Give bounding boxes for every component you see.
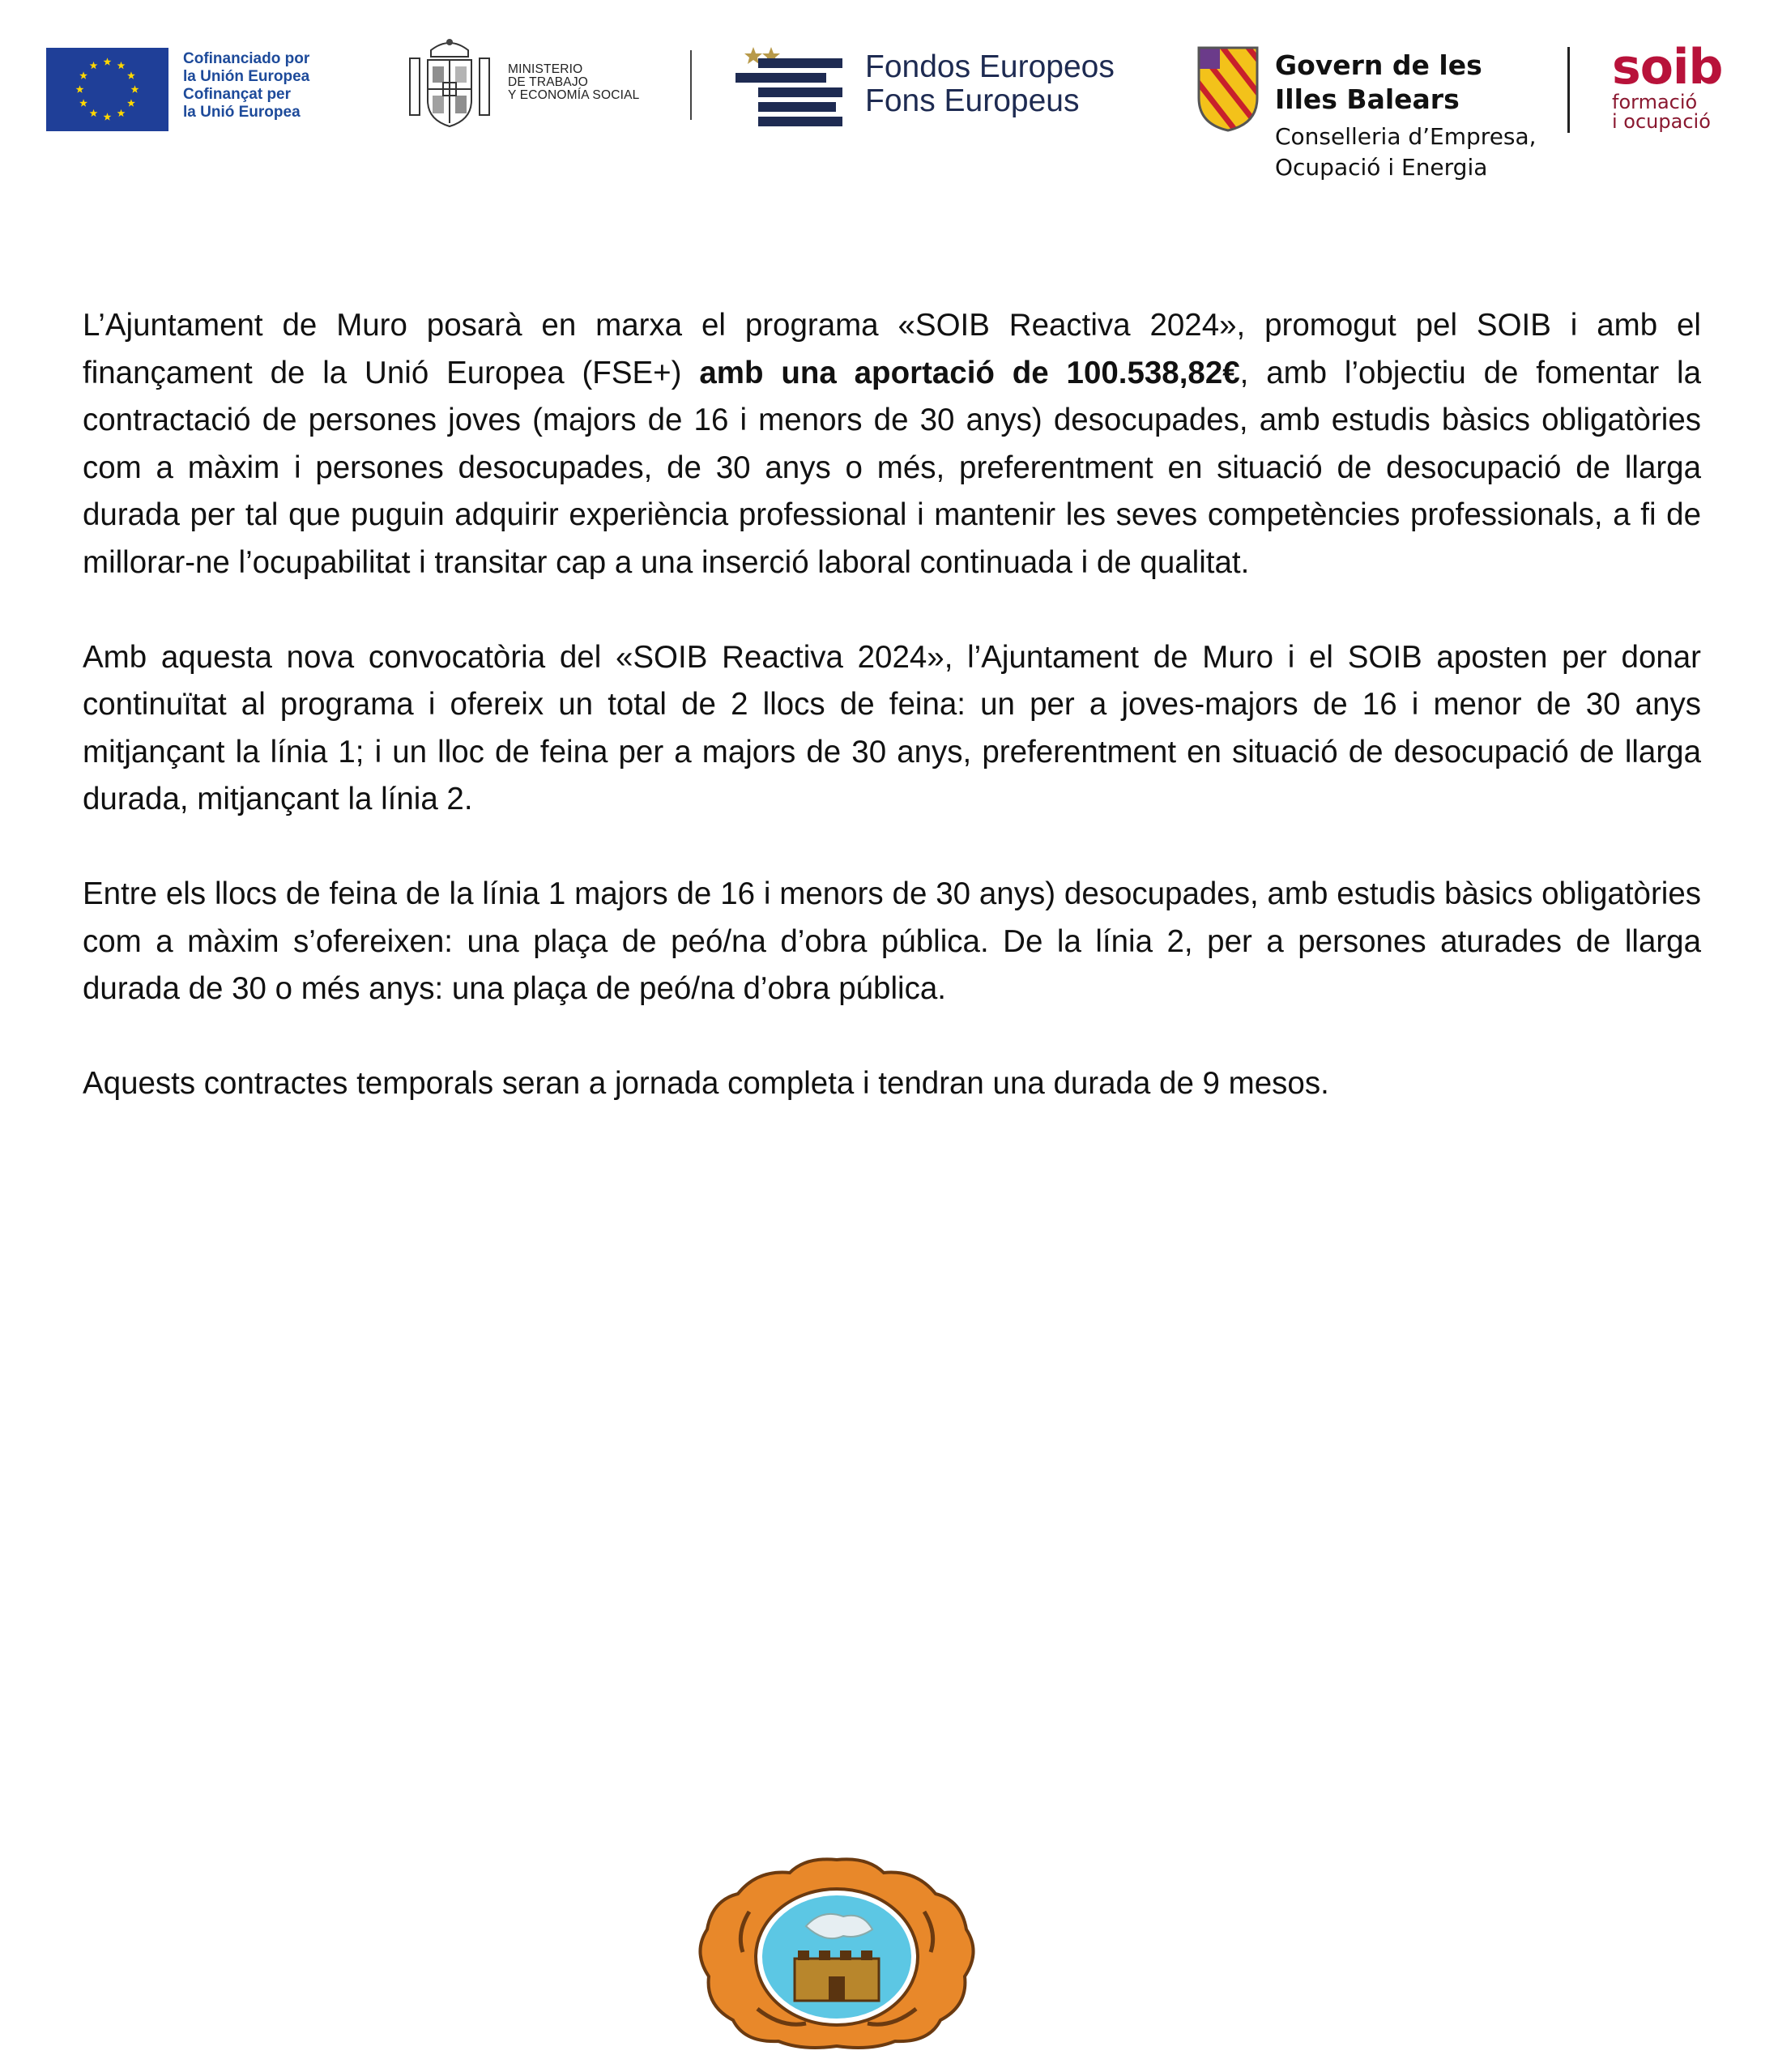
funding-amount-text: amb una aportació de 100.538,82€ <box>699 355 1240 390</box>
paragraph-position-details: Entre els llocs de feina de la línia 1 majors de 16 i menors de 30 anys) desocupades, amb estudis bàsics obligatòries com a màxim s’ofereixen: una plaça de peó/na d’obra pública. De la línia 2, per a persones aturades de llarga durada de 30 o més anys: una plaça de peó/na d’obra pública. <box>83 876 1701 1006</box>
eu-line-4: la Unió Europea <box>183 104 301 121</box>
ministry-line-2: DE TRABAJO <box>508 75 589 89</box>
ministry-line-1: MINISTERIO <box>508 62 583 76</box>
para1-text-start: L’Ajuntament de Muro posarà en marxa el programa «SOIB Reactiva 2024», promogut pel SOIB i amb el finançament de la Unió Europea (FSE+) <box>83 308 1701 390</box>
govern-sub-line-2: Ocupació i Energia <box>1275 154 1488 181</box>
govern-illes-balears-text <box>1275 49 1537 183</box>
fondos-europeos-text <box>865 50 1115 118</box>
paragraph-contract-terms: Aquests contractes temporals seran a jornada completa i tendran una durada de 9 mesos. <box>83 1066 1329 1101</box>
para1-text-end: , amb l’objectiu de fomentar la contractació de persones joves (majors de 16 i menors de 30 anys) desocupades, amb estudis bàsics obligatòries com a màxim i persones desocupades, de 30 anys o més, preferentment en situació de desocupació de llarga durada per tal que puguin adquirir experiència professional i mantenir les seves competències professionals, a fi de millorar-ne l’ocupabilitat i transitar cap a una inserció laboral continuada i de qualitat. <box>83 355 1701 580</box>
ministry-line-3: Y ECONOMÍA SOCIAL <box>508 88 640 102</box>
eu-line-2: la Unión Europea <box>183 68 310 85</box>
fondos-line-1: Fondos Europeos <box>865 49 1115 84</box>
soib-logo <box>1612 39 1723 133</box>
balears-shield-icon <box>1196 45 1260 134</box>
spain-coat-of-arms-icon <box>405 36 494 131</box>
announcement-body <box>83 302 1701 1155</box>
eu-line-3: Cofinançat per <box>183 86 292 103</box>
eu-cofinancing-text <box>183 50 309 122</box>
govern-sub-line-1: Conselleria d’Empresa, <box>1275 123 1537 150</box>
paragraph-positions-offered: Amb aquesta nova convocatòria del «SOIB Reactiva 2024», l’Ajuntament de Muro i el SOIB aposten per donar continuïtat al programa i ofereix un total de 2 llocs de feina: un per a joves-majors de 16 i menor de 30 anys mitjançant la línia 1; i un lloc de feina per a majors de 30 anys, preferentment en situació de desocupació de llarga durada, mitjançant la línia 2. <box>83 639 1701 816</box>
soib-sub-line-1: formació <box>1612 91 1698 113</box>
fondos-line-2: Fons Europeus <box>865 83 1080 118</box>
govern-title-line-2: Illes Balears <box>1275 83 1460 115</box>
eu-line-1: Cofinanciado por <box>183 50 310 67</box>
muro-coat-of-arms-icon <box>693 1855 980 2049</box>
govern-title-line-1: Govern de les <box>1275 49 1482 81</box>
soib-sub-line-2: i ocupació <box>1612 110 1711 133</box>
eu-flag-icon <box>46 48 168 131</box>
fondos-europeos-icon <box>729 42 851 131</box>
header-divider <box>1567 47 1570 133</box>
header-divider <box>690 50 692 120</box>
soib-name: soib <box>1612 39 1723 96</box>
ministry-name <box>508 63 639 102</box>
paragraph-program-intro <box>83 302 1701 586</box>
